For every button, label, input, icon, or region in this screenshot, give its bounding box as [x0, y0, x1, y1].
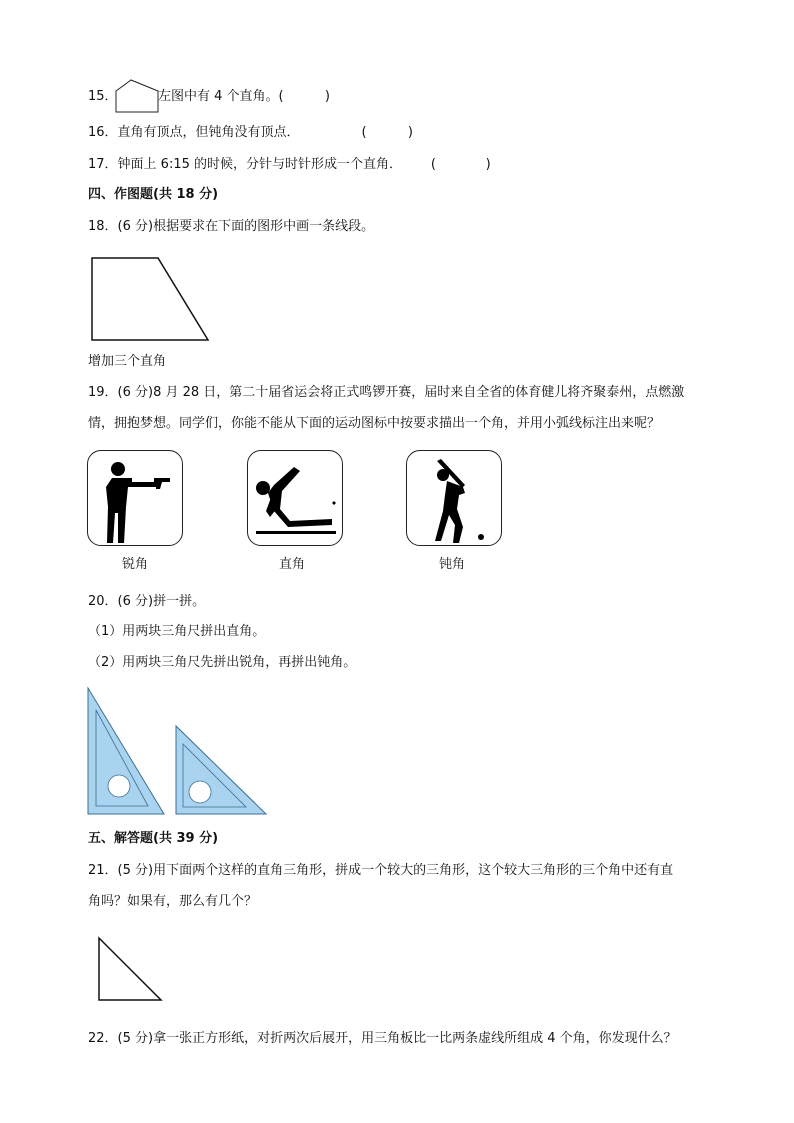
q20-part2: （2）用两块三角尺先拼出锐角，再拼出钝角。	[88, 655, 357, 670]
q19-line2: 情，拥抱梦想。同学们，你能不能从下面的运动图标中按要求描出一个角，并用小弧线标注出来呢？	[88, 416, 661, 431]
shooting-icon	[87, 450, 183, 546]
q20-title: 20．(6 分)拼一拼。	[88, 594, 206, 609]
q20-part1: （1）用两块三角尺拼出直角。	[88, 624, 266, 639]
trapezoid-figure	[90, 256, 212, 342]
q17-text: 17．钟面上 6:15 的时候，分针与时针形成一个直角． ( )	[88, 157, 491, 172]
set-squares	[86, 686, 274, 818]
set-square-30-60	[88, 688, 164, 814]
pentagon-figure	[114, 78, 160, 114]
golf-label: 钝角	[438, 557, 465, 572]
gymnastics-icon	[247, 450, 343, 546]
gymnastics-label: 直角	[278, 557, 305, 572]
q21-line1: 21．(5 分)用下面两个这样的直角三角形，拼成一个较大的三角形，这个较大三角形的三个角中还有直	[88, 863, 674, 878]
q22-text: 22．(5 分)拿一张正方形纸，对折两次后展开，用三角板比一比两条虚线所组成 4 个角，你发现什么？	[88, 1031, 677, 1046]
section5-title: 五、解答题(共 39 分)	[88, 831, 219, 846]
q18-text: 18．(6 分)根据要求在下面的图形中画一条线段。	[88, 219, 375, 234]
q19-line1: 19．(6 分)8 月 28 日，第二十届省运会将正式鸣锣开赛，届时来自全省的体育健儿将齐聚泰州，点燃激	[88, 385, 685, 400]
q21-line2: 角吗？如果有，那么有几个？	[88, 894, 258, 909]
q15-text: 左图中有 4 个直角。( )	[158, 89, 331, 104]
q15-number: 15．	[88, 89, 118, 104]
q18-caption: 增加三个直角	[88, 354, 167, 369]
set-square-45	[176, 726, 266, 814]
section4-title: 四、作图题(共 18 分)	[88, 187, 219, 202]
q16-text: 16．直角有顶点，但钝角没有顶点． ( )	[88, 125, 413, 140]
golf-icon	[406, 450, 502, 546]
right-triangle-figure	[97, 936, 165, 1004]
shooting-label: 锐角	[121, 557, 148, 572]
